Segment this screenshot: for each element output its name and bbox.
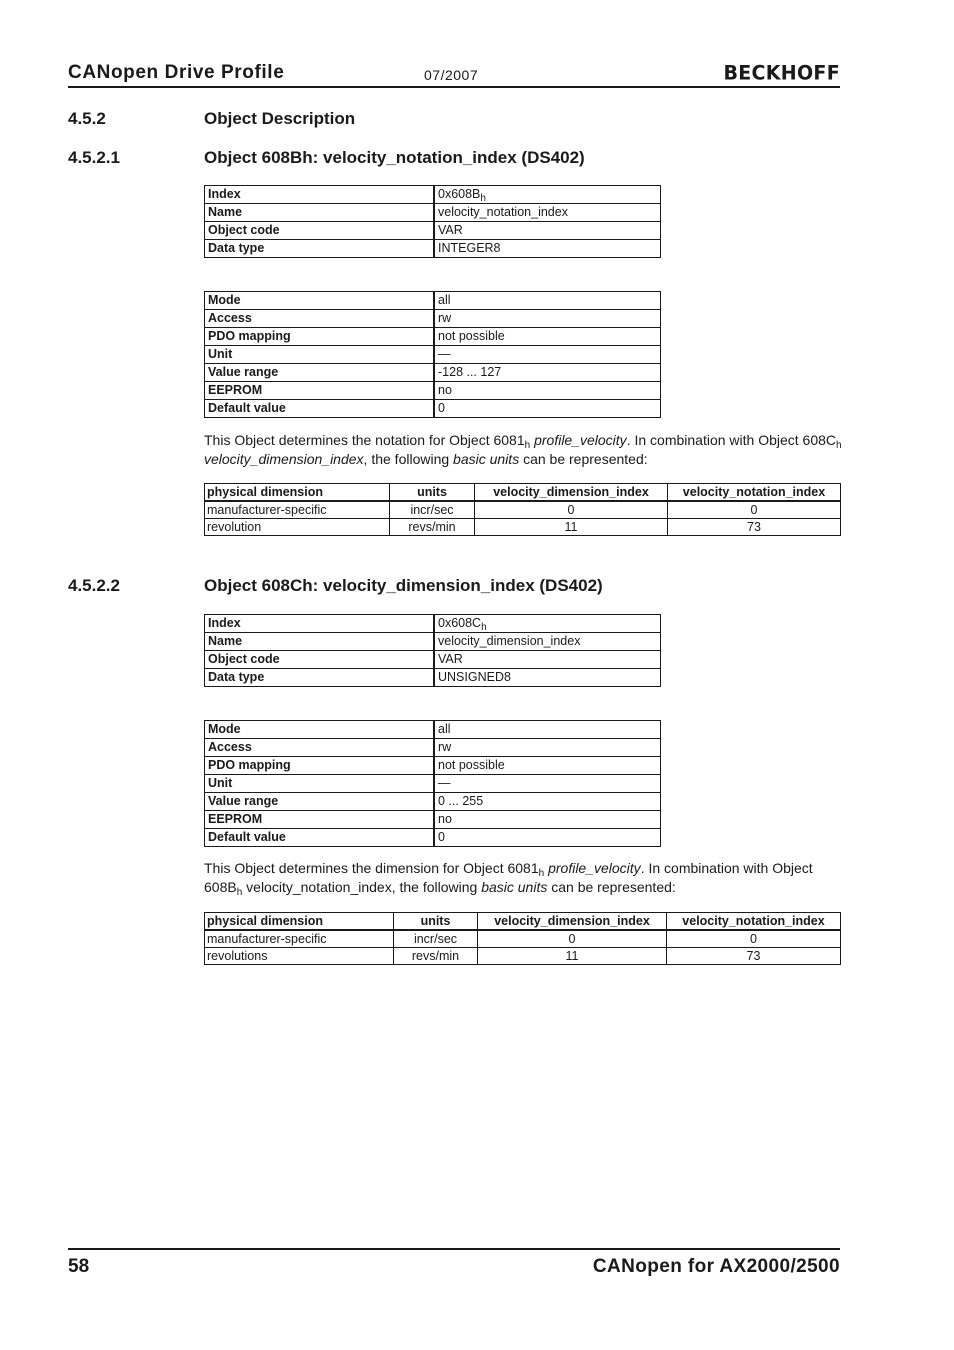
table-cell: revolutions	[205, 948, 394, 965]
obj1-index-key: Index	[205, 186, 435, 204]
obj2-index-key: Index	[205, 615, 435, 633]
obj2-object-code-key: Object code	[205, 651, 435, 669]
table-row	[205, 310, 661, 328]
obj1-mode-value: all	[434, 292, 661, 310]
header-date: 07/2007	[424, 67, 479, 83]
col-velocity-notation-index: velocity_notation_index	[668, 484, 841, 502]
obj1-object-code-key: Object code	[205, 222, 435, 240]
obj1-eeprom-value: no	[434, 382, 661, 400]
section-number: 4.5.2	[68, 109, 106, 128]
col-physical-dimension: physical dimension	[205, 484, 390, 502]
obj1-object-code-value: VAR	[434, 222, 661, 240]
table-row	[205, 400, 661, 418]
beckhoff-logo: BECKHOFF	[723, 61, 840, 85]
obj2-unit-key: Unit	[205, 775, 435, 793]
obj2-default-key: Default value	[205, 829, 435, 847]
header-title: CANopen Drive Profile	[68, 62, 285, 83]
obj2-title: Object 608Ch: velocity_dimension_index (DS402)	[204, 576, 603, 595]
table-row	[205, 382, 661, 400]
table-row	[205, 721, 661, 739]
obj1-index-value: $0x608B_h$	[434, 186, 661, 204]
table-cell: 0	[668, 501, 841, 519]
col-physical-dimension: physical dimension	[205, 913, 394, 931]
obj2-access-key: Access	[205, 739, 435, 757]
table-row	[205, 346, 661, 364]
table-row	[205, 757, 661, 775]
obj1-data-type-key: Data type	[205, 240, 435, 258]
table-row	[205, 364, 661, 382]
table-row	[205, 186, 661, 204]
obj1-pdo-key: PDO mapping	[205, 328, 435, 346]
table-cell: 73	[668, 519, 841, 536]
table-header-row	[205, 484, 841, 502]
obj2-eeprom-value: no	[434, 811, 661, 829]
table-row	[205, 222, 661, 240]
obj1-access-key: Access	[205, 310, 435, 328]
obj2-props-table	[204, 720, 661, 847]
table-row	[205, 930, 841, 948]
col-units: units	[394, 913, 478, 931]
table-row	[205, 775, 661, 793]
obj2-access-value: rw	[434, 739, 661, 757]
obj1-range-value: -128 ... 127	[434, 364, 661, 382]
table-row	[205, 615, 661, 633]
table-row	[205, 793, 661, 811]
obj2-range-key: Value range	[205, 793, 435, 811]
obj2-pdo-value: not possible	[434, 757, 661, 775]
obj1-default-key: Default value	[205, 400, 435, 418]
table-cell: revs/min	[394, 948, 478, 965]
table-cell: 0	[475, 501, 668, 519]
obj2-index-value: $0x608C_h$	[434, 615, 661, 633]
obj2-pdo-key: PDO mapping	[205, 757, 435, 775]
footer-rule	[68, 1248, 840, 1250]
obj1-data-type-value: INTEGER8	[434, 240, 661, 258]
page-number: 58	[68, 1256, 90, 1277]
obj1-eeprom-key: EEPROM	[205, 382, 435, 400]
table-cell: 11	[475, 519, 668, 536]
obj2-name-key: Name	[205, 633, 435, 651]
obj1-number: 4.5.2.1	[68, 148, 120, 167]
table-row	[205, 240, 661, 258]
obj2-mode-key: Mode	[205, 721, 435, 739]
table-header-row	[205, 913, 841, 931]
table-row	[205, 633, 661, 651]
table-row	[205, 651, 661, 669]
table-row	[205, 292, 661, 310]
table-row	[205, 948, 841, 965]
table-row	[205, 519, 841, 536]
obj1-range-key: Value range	[205, 364, 435, 382]
table-cell: 73	[667, 948, 841, 965]
table-cell: 11	[478, 948, 667, 965]
table-row	[205, 811, 661, 829]
table-cell: manufacturer-specific	[205, 930, 394, 948]
footer-doc-title: CANopen for AX2000/2500	[592, 1256, 840, 1277]
obj2-info-table	[204, 614, 661, 687]
table-cell: incr/sec	[390, 501, 475, 519]
table-row	[205, 669, 661, 687]
table-cell: incr/sec	[394, 930, 478, 948]
obj1-name-value: velocity_notation_index	[434, 204, 661, 222]
obj1-props-table	[204, 291, 661, 418]
col-velocity-dimension-index: velocity_dimension_index	[478, 913, 667, 931]
obj2-data-type-key: Data type	[205, 669, 435, 687]
obj2-name-value: velocity_dimension_index	[434, 633, 661, 651]
section-title: Object Description	[204, 109, 356, 128]
obj1-access-value: rw	[434, 310, 661, 328]
obj1-unit-key: Unit	[205, 346, 435, 364]
col-velocity-notation-index: velocity_notation_index	[667, 913, 841, 931]
table-row	[205, 739, 661, 757]
table-row	[205, 829, 661, 847]
obj2-unit-value: —	[434, 775, 661, 793]
obj1-title: Object 608Bh: velocity_notation_index (DS402)	[204, 148, 585, 167]
obj2-description: This Object determines the dimension for Object $6081_h$ profile_velocity. In combination with Object $608B_h$ velocity_notation_index, the following basic units can be represented:	[204, 860, 813, 898]
obj1-units-table	[204, 483, 841, 536]
obj1-pdo-value: not possible	[434, 328, 661, 346]
obj1-description: This Object determines the notation for Object $6081_h$ profile_velocity. In combination with Object $608C_h$ velocity_dimension_index, the following basic units can be represented:	[204, 432, 842, 467]
obj2-number: 4.5.2.2	[68, 576, 120, 595]
table-cell: 0	[478, 930, 667, 948]
obj2-object-code-value: VAR	[434, 651, 661, 669]
obj1-unit-value: —	[434, 346, 661, 364]
table-cell: revolution	[205, 519, 390, 536]
obj1-name-key: Name	[205, 204, 435, 222]
obj2-eeprom-key: EEPROM	[205, 811, 435, 829]
obj1-mode-key: Mode	[205, 292, 435, 310]
header-rule	[68, 86, 840, 88]
table-row	[205, 204, 661, 222]
obj2-units-table	[204, 912, 841, 965]
obj1-info-table	[204, 185, 661, 258]
obj1-default-value: 0	[434, 400, 661, 418]
table-cell: manufacturer-specific	[205, 501, 390, 519]
obj2-range-value: 0 ... 255	[434, 793, 661, 811]
table-row	[205, 501, 841, 519]
table-row	[205, 328, 661, 346]
col-units: units	[390, 484, 475, 502]
col-velocity-dimension-index: velocity_dimension_index	[475, 484, 668, 502]
table-cell: revs/min	[390, 519, 475, 536]
obj2-mode-value: all	[434, 721, 661, 739]
obj2-default-value: 0	[434, 829, 661, 847]
obj2-data-type-value: UNSIGNED8	[434, 669, 661, 687]
table-cell: 0	[667, 930, 841, 948]
